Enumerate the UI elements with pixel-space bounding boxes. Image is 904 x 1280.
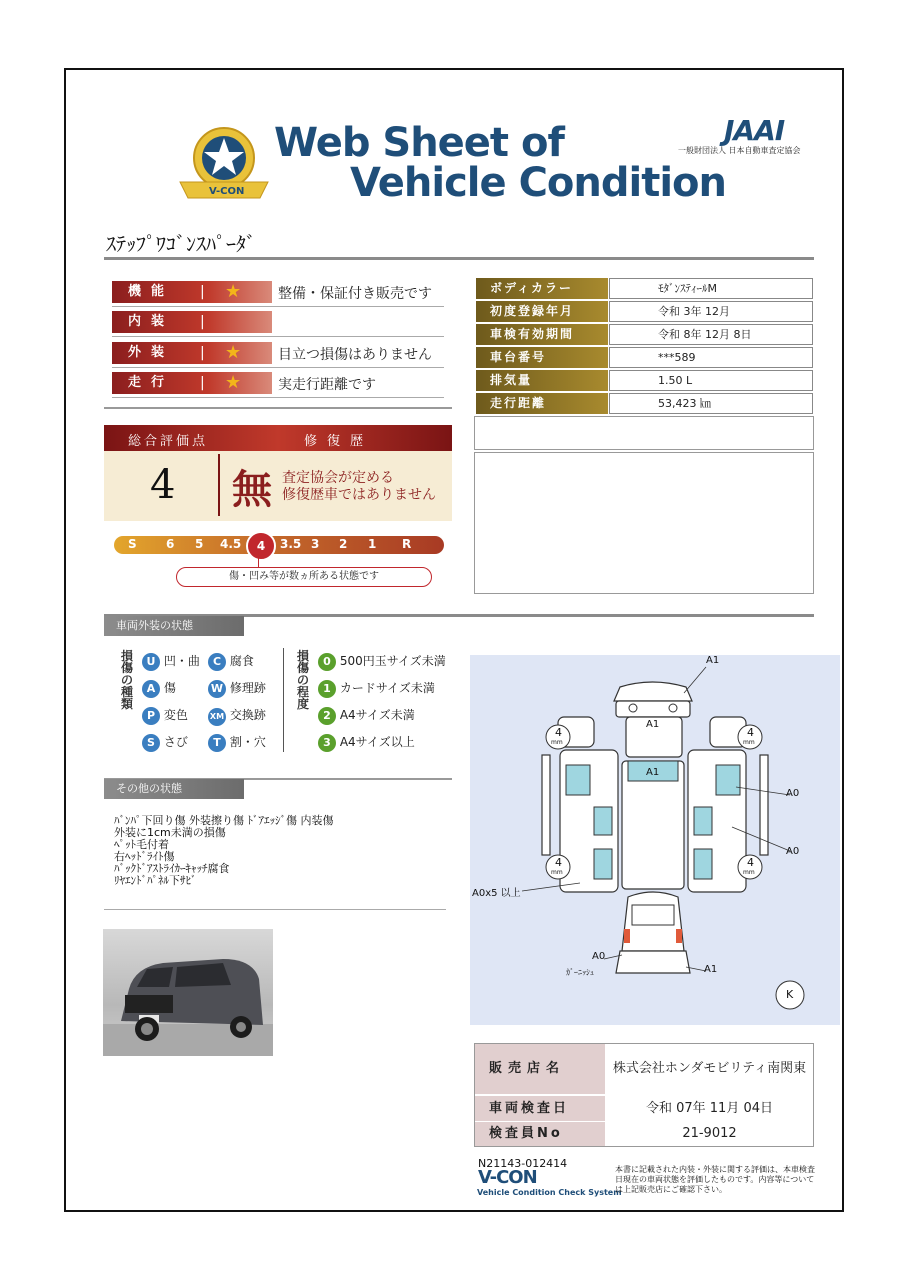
list-item: ﾊﾞｯｸﾄﾞｱｽﾄﾗｲｶｰｷｬｯﾁ腐食 xyxy=(114,862,230,875)
rating-text: 実走行距離です xyxy=(278,377,376,393)
disclaimer: 本書に記載された内装・外装に関する評価は、本車検査日現在の車両状態を評価したものです。内容等については上記販売店にご確認下さい。 xyxy=(615,1165,815,1194)
rating-label: 外装 xyxy=(112,342,272,364)
spec-value-inspection-expiry: 令和 8年 12月 8日 xyxy=(609,324,813,345)
damage-type-item: T 割・穴 xyxy=(208,733,266,752)
damage-type-item: U 凹・曲 xyxy=(142,652,200,671)
spec-label-inspection-expiry: 車検有効期間 xyxy=(476,324,608,345)
grade-label: S xyxy=(128,537,137,551)
inspector-number: 21-9012 xyxy=(606,1122,813,1146)
row-divider xyxy=(112,367,444,368)
star-icon: ★ xyxy=(225,281,242,302)
inspector-label: 検査員No xyxy=(475,1122,605,1146)
rating-label: 内装 xyxy=(112,311,272,333)
spec-value-body-color: ﾓﾀﾞﾝｽﾃｨｰﾙM xyxy=(609,278,813,299)
repair-text-1: 査定協会が定める xyxy=(282,470,394,486)
spec-label-body-color: ボディカラー xyxy=(476,278,608,299)
section-title-exterior: 車両外装の状態 xyxy=(104,616,244,636)
spec-label-mileage: 走行距離 xyxy=(476,393,608,414)
divider xyxy=(218,454,220,516)
damage-type-item: W 修理跡 xyxy=(208,679,266,698)
grade-label: 3.5 xyxy=(280,537,302,551)
rating-label: 走行 xyxy=(112,372,272,394)
repair-history-label: 修復歴 xyxy=(304,434,374,449)
list-item: 右ﾍｯﾄﾞﾗｲﾄ傷 xyxy=(114,850,175,863)
overall-score: 4 xyxy=(150,462,176,508)
list-item: ﾍﾟｯﾄ毛付着 xyxy=(114,838,169,851)
tire-depth: 4 xyxy=(747,726,754,739)
row-divider xyxy=(112,306,444,307)
row-divider xyxy=(112,336,444,337)
rating-text: 目立つ損傷はありません xyxy=(278,347,432,363)
damage-type-item: S さび xyxy=(142,733,188,752)
damage-label: A0x5 以上 xyxy=(472,888,521,899)
grade-label: 1 xyxy=(368,537,377,551)
damage-label: A1 xyxy=(704,964,718,975)
overall-score-label: 総合評価点 xyxy=(128,434,209,449)
notes-box xyxy=(474,452,814,594)
spec-label-chassis-number: 車台番号 xyxy=(476,347,608,368)
rating-separator: | xyxy=(200,375,205,391)
spec-value-displacement: 1.50 L xyxy=(609,370,813,391)
rating-separator: | xyxy=(200,284,205,300)
list-item: ﾘﾔｴﾝﾄﾞﾊﾟﾈﾙ下ｻﾋﾞ xyxy=(114,874,197,887)
vehicle-photo xyxy=(103,929,273,1056)
damage-label: A0 xyxy=(786,846,800,857)
vcon-system-name: Vehicle Condition Check System xyxy=(477,1188,622,1197)
rating-separator: | xyxy=(200,314,205,330)
damage-label: A1 xyxy=(706,655,720,666)
notes-box xyxy=(474,416,814,450)
spec-value-chassis-number: ***589 xyxy=(609,347,813,368)
sheet-code: N21143-012414 xyxy=(478,1157,568,1170)
grade-label: R xyxy=(402,537,412,551)
vcon-badge-text: V-CON xyxy=(209,186,245,197)
list-item: 外装に1cm未満の損傷 xyxy=(114,826,226,839)
jaai-logo: JAAI xyxy=(724,114,785,147)
k-mark: K xyxy=(786,988,794,1001)
grade-pointer xyxy=(258,557,259,567)
tire-unit: mm xyxy=(551,869,563,876)
damage-degree-item: 0 500円玉サイズ未満 xyxy=(318,652,446,671)
grade-label: 5 xyxy=(195,537,204,551)
divider xyxy=(283,648,284,752)
star-icon: ★ xyxy=(225,372,242,393)
damage-type-item: P 変色 xyxy=(142,706,188,725)
divider xyxy=(104,407,452,409)
title-line-2: Vehicle Condition xyxy=(350,160,727,206)
rating-label: 機能 xyxy=(112,281,272,303)
shop-name-label: 販売店名 xyxy=(475,1044,605,1094)
rating-separator: | xyxy=(200,345,205,361)
spec-value-first-registration: 令和 3年 12月 xyxy=(609,301,813,322)
star-icon: ★ xyxy=(225,342,242,363)
repair-mark: 無 xyxy=(232,466,272,513)
damage-degree-item: 3 A4サイズ以上 xyxy=(318,733,415,752)
tire-depth: 4 xyxy=(555,726,562,739)
damage-label: A0 xyxy=(786,788,800,799)
grade-label: 6 xyxy=(166,537,175,551)
shop-name: 株式会社ホンダモビリティ南関東 xyxy=(606,1044,813,1094)
repair-text-2: 修復歴車ではありません xyxy=(282,487,436,503)
damage-label: A1 xyxy=(646,767,660,778)
jaai-org-name: 一般財団法人 日本自動車査定協会 xyxy=(678,146,801,155)
divider xyxy=(104,909,446,910)
evaluation-header xyxy=(104,425,452,451)
grade-label: 3 xyxy=(311,537,320,551)
damage-label: A0 xyxy=(592,951,606,962)
spec-value-mileage: 53,423 ㎞ xyxy=(609,393,813,414)
car-name: ｽﾃｯﾌﾟﾜｺﾞﾝｽﾊﾟｰﾀﾞ xyxy=(106,232,256,256)
damage-degree-heading: 損傷の程度 xyxy=(296,649,309,711)
tire-unit: mm xyxy=(743,739,755,746)
tire-depth: 4 xyxy=(555,856,562,869)
row-divider xyxy=(112,397,444,398)
grade-scale xyxy=(114,536,444,554)
damage-degree-item: 1 カードサイズ未満 xyxy=(318,679,435,698)
other-conditions-list xyxy=(114,815,334,887)
damage-label: ｶﾞｰﾆｯｼｭ xyxy=(566,968,594,977)
list-item: ﾊﾞﾝﾊﾟ下回り傷 外装擦り傷 ﾄﾞｱｴｯｼﾞ傷 内装傷 xyxy=(114,814,334,827)
damage-type-heading: 損傷の種類 xyxy=(120,649,133,711)
title-line-1: Web Sheet of xyxy=(274,120,564,166)
spec-label-displacement: 排気量 xyxy=(476,370,608,391)
damage-diagram xyxy=(470,655,840,1025)
grade-label: 2 xyxy=(339,537,348,551)
spec-label-first-registration: 初度登録年月 xyxy=(476,301,608,322)
damage-type-item: A 傷 xyxy=(142,679,176,698)
damage-label: A1 xyxy=(646,719,660,730)
inspection-date: 令和 07年 11月 04日 xyxy=(606,1096,813,1121)
damage-type-item: XM 交換跡 xyxy=(208,706,266,726)
tire-unit: mm xyxy=(743,869,755,876)
damage-degree-item: 2 A4サイズ未満 xyxy=(318,706,415,725)
tire-unit: mm xyxy=(551,739,563,746)
damage-type-item: C 腐食 xyxy=(208,652,254,671)
grade-label: 4.5 xyxy=(220,537,242,551)
tire-depth: 4 xyxy=(747,856,754,869)
vcon-footer-logo: V-CON xyxy=(478,1167,537,1188)
grade-selected: 4 xyxy=(246,531,276,561)
section-title-other: その他の状態 xyxy=(104,779,244,799)
grade-note: 傷・凹み等が数ヵ所ある状態です xyxy=(176,567,432,587)
rating-text: 整備・保証付き販売です xyxy=(278,286,432,302)
divider xyxy=(104,257,814,260)
inspection-date-label: 車両検査日 xyxy=(475,1096,605,1121)
